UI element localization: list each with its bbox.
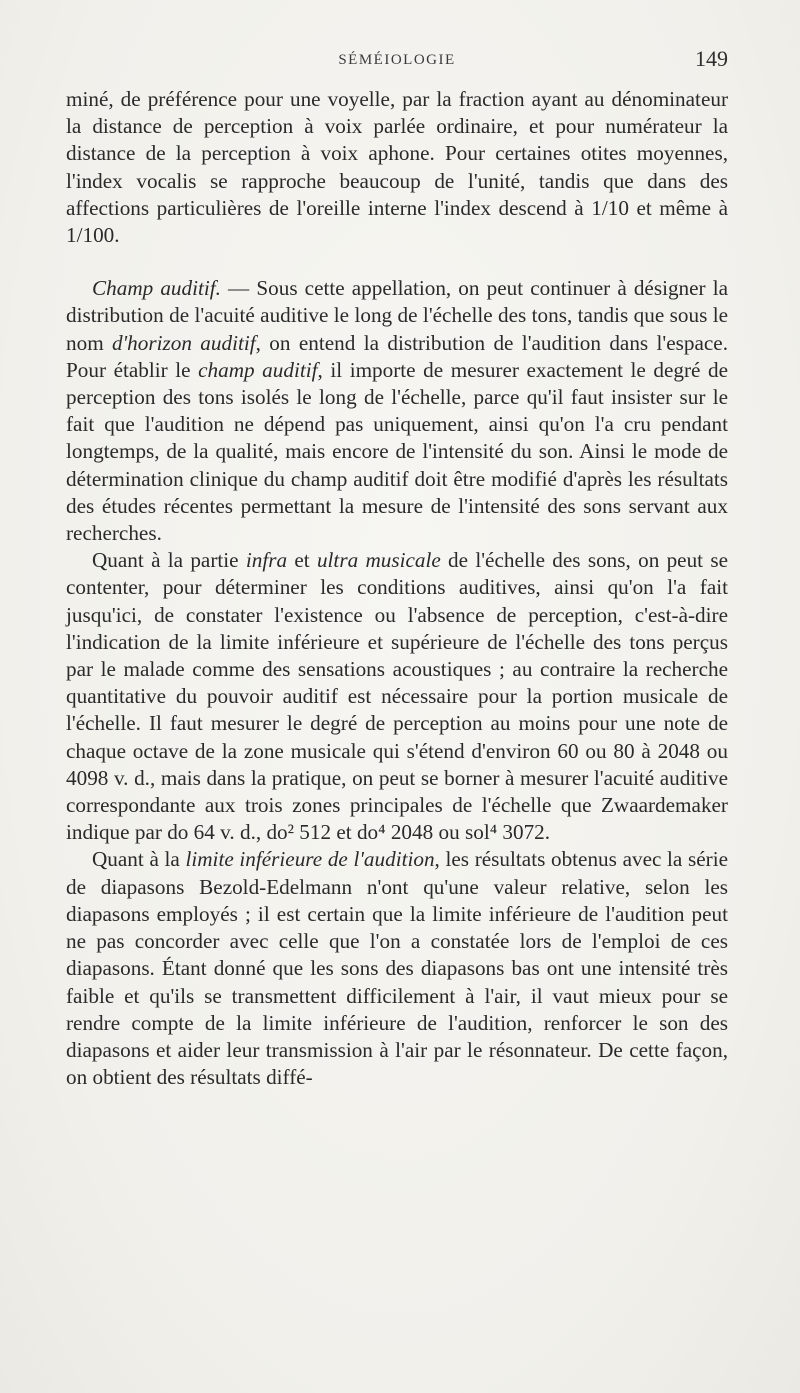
italic-text-run: d'horizon auditif: [112, 330, 256, 355]
text-run: , on entend la distribution de l'audition dans l'espace. Pour établir le: [66, 330, 728, 382]
text-run: de l'échelle des sons, on peut se contenter, pour déterminer les conditions auditives, ainsi qu'on l'a fait jusqu'ici, de constater l'existence ou l'absence de perception, c'est-à-dire l'indication de la limite inférieure et supérieure de l'échelle des tons perçus par le malade comme des sensations acoustiques ; au contraire la recherche quantitative du pouvoir auditif est nécessaire pour la portion musicale de l'échelle. Il faut mesurer le degré de perception au moins pour une note de chaque octave de la zone musicale qui s'étend d'environ 60 ou 80 à 2048 ou 4098 v. d., mais dans la pratique, on peut se borner à mesurer l'acuité auditive correspondante aux trois zones principales de l'échelle que Zwaardemaker indique par do 64 v. d., do² 512 et do⁴ 2048 ou sol⁴ 3072.: [66, 548, 728, 845]
italic-text-run: ultra musicale: [316, 548, 441, 573]
paragraph-continuation: [66, 86, 728, 249]
text-run: Quant à la partie: [92, 548, 246, 573]
text-run: miné, de préférence pour une voyelle, par la fraction ayant au dénominateur la distance de perception à voix parlée ordinaire, et pour numérateur la distance de la perception à voix aphone. Pour certaines otites moyennes, l'index vocalis se rapproche beaucoup de l'unité, tandis que dans des affections particulières de l'oreille interne l'index descend à 1/10 et même à 1/100.: [66, 87, 728, 248]
body-text: [66, 86, 728, 1091]
italic-text-run: Champ auditif.: [92, 276, 221, 301]
text-run: , il importe de mesurer exactement le degré de perception des tons isolés le long de l'échelle, parce qu'il faut insister sur le fait que l'audition ne dépend pas uniquement, ainsi qu'on l'a cru pendant longtemps, de la qualité, mais encore de l'intensité du son. Ainsi le mode de détermination clinique du champ auditif doit être modifié d'après les résultats des études récentes permettant la mesure de l'intensité des sons servant aux recherches.: [66, 357, 728, 546]
text-run: Quant à la: [92, 847, 186, 872]
italic-text-run: champ auditif: [198, 357, 318, 382]
paragraph-infra-ultra-musicale: [66, 547, 728, 846]
italic-text-run: limite inférieure de l'audition: [185, 847, 435, 872]
paragraph-champ-auditif: [66, 275, 728, 547]
page-header: [66, 46, 728, 76]
page-number: 149: [695, 46, 728, 71]
paragraph-limite-inferieure: [66, 846, 728, 1091]
text-run: et: [287, 548, 317, 573]
italic-text-run: infra: [245, 548, 288, 573]
running-head: SÉMÉIOLOGIE: [338, 52, 456, 68]
text-run: — Sous cette appellation, on peut continuer à désigner la distribution de l'acuité auditive le long de l'échelle des tons, tandis que sous le nom: [66, 276, 729, 355]
text-run: , les résultats obtenus avec la série de diapasons Bezold-Edelmann n'ont qu'une valeur relative, selon les diapasons employés ; il est certain que la limite inférieure de l'audition peut ne pas concorder avec celle que l'on a constatée lors de l'emploi de ces diapasons. Étant donné que les sons des diapasons bas ont une intensité très faible et qu'ils se transmettent difficilement à l'air, il vaut mieux pour se rendre compte de la limite inférieure de l'audition, renforcer le son des diapasons et aider leur transmission à l'air par le résonnateur. De cette façon, on obtient des résultats diffé-: [66, 847, 728, 1090]
